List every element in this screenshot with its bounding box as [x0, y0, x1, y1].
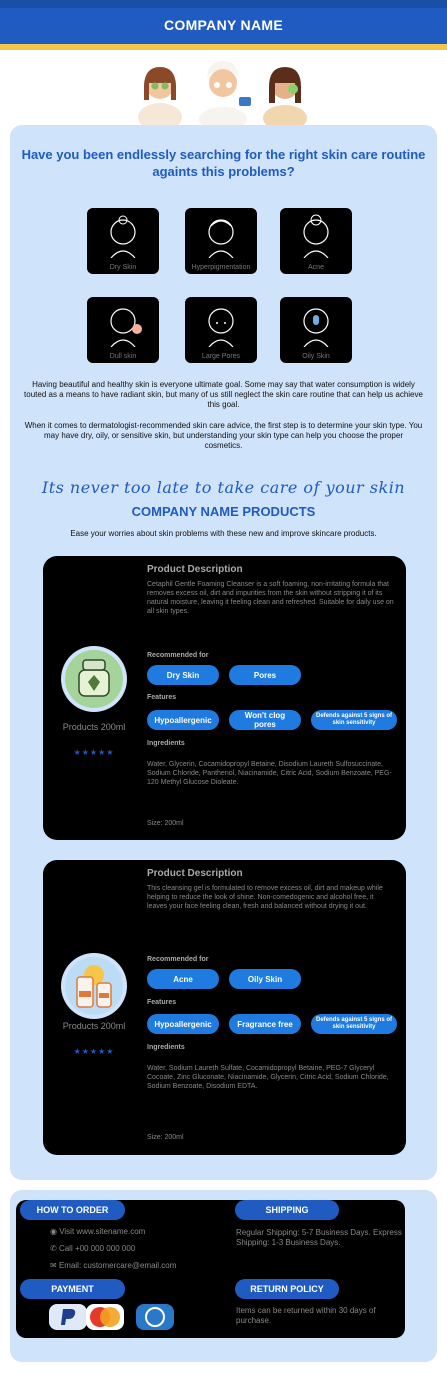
concern-label: Large Pores — [201, 353, 241, 360]
order-phone-text: Call +00 000 000 000 — [58, 1244, 136, 1253]
tag-hypoallergenic[interactable]: Hypoallergenic — [147, 1014, 219, 1034]
products-heading: COMPANY NAME PRODUCTS — [131, 504, 316, 519]
payment-badge: PAYMENT — [20, 1279, 125, 1299]
order-line-email[interactable] — [50, 1261, 176, 1271]
concern-card-large-pores — [185, 297, 257, 363]
globe-icon: ◉ — [50, 1227, 60, 1236]
email-icon: ✉ — [50, 1261, 59, 1270]
product-size: Size: 200ml — [147, 1134, 184, 1141]
tag-oily-skin[interactable]: Oily Skin — [229, 969, 301, 989]
concern-card-dry-skin — [87, 208, 159, 274]
phone-icon: ✆ — [50, 1244, 59, 1253]
tag-skin-sensitivity[interactable]: Defends against 5 signs of skin sensitivity — [311, 710, 397, 730]
how-to-order-badge: HOW TO ORDER — [20, 1200, 125, 1220]
tag-skin-sensitivity[interactable]: Defends against 5 signs of skin sensitivity — [311, 1014, 397, 1034]
shipping-badge: SHIPPING — [235, 1200, 339, 1220]
tag-fragrance-free[interactable]: Fragrance free — [229, 1014, 301, 1034]
header-bar — [0, 0, 447, 50]
concern-label: Oily Skin — [302, 353, 330, 360]
mastercard-icon — [86, 1304, 124, 1330]
features-label: Features — [147, 999, 177, 1006]
script-tagline: Its never too late to take care of your skin — [41, 478, 406, 497]
hero-women-illustration — [135, 55, 311, 125]
order-line-website[interactable] — [50, 1227, 145, 1237]
features-label: Features — [147, 694, 177, 701]
face-dry-skin-icon — [103, 214, 143, 258]
rating-stars: ★★★★★ — [73, 1047, 115, 1056]
tag-acne[interactable]: Acne — [147, 969, 219, 989]
rating-stars: ★★★★★ — [73, 748, 115, 757]
order-email-text: Email: customercare@email.com — [58, 1261, 177, 1270]
face-dull-skin-icon — [103, 303, 143, 347]
return-policy-badge: RETURN POLICY — [235, 1279, 339, 1299]
face-hyperpigmentation-icon — [201, 214, 241, 258]
intro-paragraph-1: Having beautiful and healthy skin is everyone ultimate goal. Some may say that water consumption is widely touted as a means to have radiant skin, but many of us still neglect the skin care routine that can help us achieve this goal. — [24, 380, 423, 409]
tag-wont-clog-pores[interactable]: Won't clog pores — [229, 710, 301, 730]
concern-label: Dry Skin — [109, 264, 137, 271]
tag-pores[interactable]: Pores — [229, 665, 301, 685]
recommended-label: Recommended for — [147, 956, 209, 963]
recommended-label: Recommended for — [147, 652, 209, 659]
concern-card-oily-skin — [280, 297, 352, 363]
tag-hypoallergenic[interactable]: Hypoallergenic — [147, 710, 219, 730]
sunscreen-bottles-icon — [61, 953, 127, 1019]
ingredients-text: Water, Sodium Laureth Sulfate, Cocamidopropyl Betaine, PEG-7 Glyceryl Cocoate, Zinc Gluconate, Niacinamide, Glycerin, Citric Acid, Sodium Chloride, Sodium Benzoate, Disodium EDTA. — [147, 1065, 389, 1090]
return-policy-text: Items can be returned within 30 days of purchase. — [236, 1306, 376, 1325]
product-description-title: Product Description — [147, 564, 243, 575]
concern-card-acne — [280, 208, 352, 274]
intro-heading: Have you been endlessly searching for the right skin care routine againts this problems? — [21, 147, 426, 179]
tag-dry-skin[interactable]: Dry Skin — [147, 665, 219, 685]
ingredients-label: Ingredients — [147, 740, 185, 747]
header-accent-stripe — [0, 44, 447, 50]
product-description-title: Product Description — [147, 868, 243, 879]
header-top-line — [0, 0, 447, 8]
products-subheading: Ease your worries about skin problems with these new and improve skincare products. — [70, 529, 377, 538]
cream-jar-icon — [61, 646, 127, 712]
order-line-phone[interactable] — [50, 1244, 135, 1254]
shipping-text: Regular Shipping: 5-7 Business Days. Express Shipping: 1-3 Business Days. — [236, 1228, 402, 1247]
paypal-icon — [49, 1304, 87, 1330]
intro-paragraph-2: When it comes to dermatologist-recommended skin care advice, the first step is to determine your skin type. You may have dry, oily, or sensitive skin, but understanding your skin type can help you choose the proper cosmetics. — [24, 421, 423, 450]
product-description-text: Cetaphil Gentle Foaming Cleanser is a soft foaming, non-irritating formula that removes excess oil, dirt and impurities from the skin without stripping it of its natural moisture, leaving it feeling clean and refreshed. Suitable for daily use on all skin types. — [147, 581, 394, 615]
ingredients-label: Ingredients — [147, 1044, 185, 1051]
product-name: Products 200ml — [62, 722, 126, 732]
concern-card-dull-skin — [87, 297, 159, 363]
face-acne-icon — [296, 214, 336, 258]
product-description-text: This cleansing gel is formulated to remove excess oil, dirt and makeup while helping to reduce the look of shine. Non-comedogenic and alcohol free, it leaves your face feeling clean, fresh and balanced without drying it out. — [147, 885, 383, 910]
concern-card-hyperpigmentation — [185, 208, 257, 274]
product-image-circle — [61, 953, 127, 1019]
product-size: Size: 200ml — [147, 820, 184, 827]
concern-label: Hyperpigmentation — [191, 264, 251, 271]
cirrus-icon — [136, 1304, 174, 1330]
company-name-title: COMPANY NAME — [164, 17, 283, 33]
face-large-pores-icon — [201, 303, 241, 347]
product-name: Products 200ml — [62, 1021, 126, 1031]
ingredients-text: Water, Glycerin, Cocamidopropyl Betaine, Disodium Laureth Sulfosuccinate, Sodium Chloride, Panthenol, Niacinamide, Citric Acid, Sodium Benzoate, PEG-120 Methyl Glucose Dioleate. — [147, 761, 392, 786]
order-website-text: Visit www.sitename.com — [59, 1227, 146, 1236]
concern-label: Acne — [308, 264, 324, 271]
face-oily-skin-icon — [296, 303, 336, 347]
concern-label: Dull skin — [109, 353, 137, 360]
product-image-circle — [61, 646, 127, 712]
